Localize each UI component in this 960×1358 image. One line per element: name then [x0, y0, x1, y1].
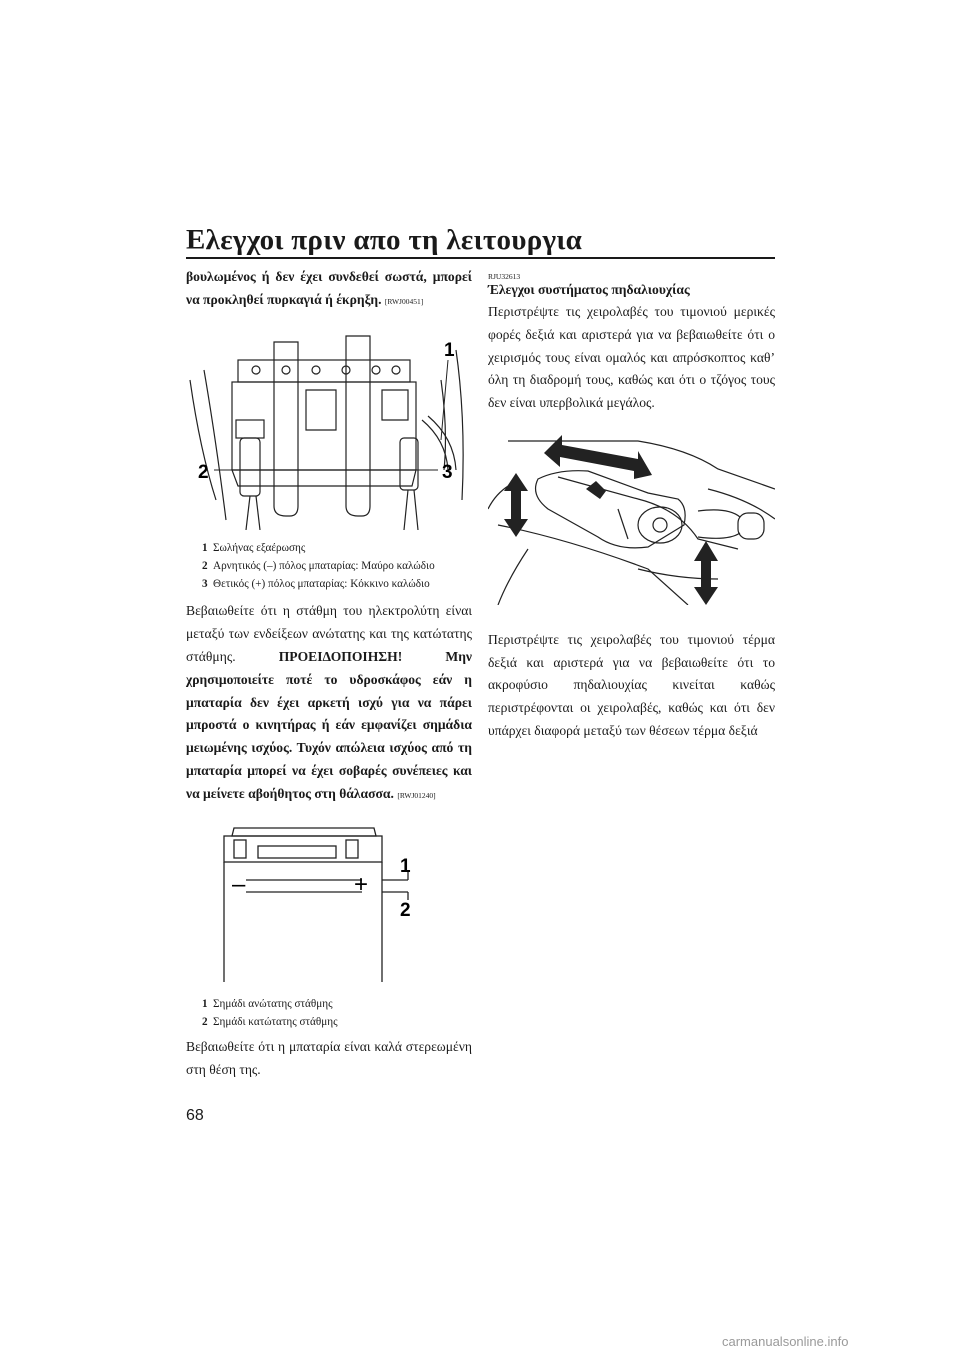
- legend-number: 3: [202, 578, 208, 591]
- warning-text: ΠΡΟΕΙΔΟΠΟΙΗΣΗ! Μην χρησιμοποιείτε ποτέ το υδροσκάφος εάν η μπαταρία δεν έχει αρκετή ισχύ για να πάρει μπροστά ο κινητήρας ή εάν εμφανίζει σημάδια μειωμένης ισχύος. Τυχόν απώλεια ισχύος από τη μπαταρία μπορεί να έχει σοβαρές συνέπειες και να μείνετε αβοήθητος στη θάλασσα.: [186, 648, 472, 801]
- battery-terminal-illustration: [186, 320, 472, 530]
- figure1-legend: [202, 541, 472, 592]
- legend-text: Σωλήνας εξαέρωσης: [213, 542, 306, 555]
- section-code: RJU32613: [488, 272, 521, 281]
- legend-text: Αρνητικός (–) πόλος μπαταρίας: Μαύρο καλώδιο: [213, 560, 435, 573]
- callout-1: 1: [444, 339, 455, 361]
- steering-paragraph-1: Περιστρέψτε τις χειρολαβές του τιμονιού μερικές φορές δεξιά και αριστερά για να βεβαιωθείτε ότι ο χειρισμός τους είναι ομαλός και απρόσκοπτος καθ’ όλη τη διαδρομή τους, καθώς και ότι ο τζόγος τους δεν είναι υπερβολικά μεγάλος.: [488, 304, 775, 411]
- callout-2: 2: [400, 899, 411, 921]
- callout-3: 3: [442, 461, 453, 483]
- legend-number: 2: [202, 1016, 208, 1029]
- figure2-legend: [202, 997, 472, 1030]
- battery-secured-paragraph: Βεβαιωθείτε ότι η μπαταρία είναι καλά στερεωμένη στη θέση της.: [186, 1039, 472, 1078]
- battery-level-illustration: [186, 814, 472, 986]
- page-number: 68: [186, 1107, 204, 1124]
- legend-number: 1: [202, 542, 208, 555]
- legend-number: 1: [202, 998, 208, 1011]
- electrolyte-paragraph: [186, 600, 472, 807]
- plus-sign: +: [354, 870, 369, 898]
- section-title: Έλεγχοι συστήματος πηδαλιουχίας: [488, 282, 690, 297]
- legend-item: [202, 541, 472, 556]
- legend-item: [202, 559, 472, 574]
- legend-item: [202, 997, 472, 1012]
- legend-item: [202, 1015, 472, 1030]
- battery-warning-intro: [186, 266, 472, 314]
- callout-1: 1: [400, 855, 411, 877]
- callout-2: 2: [198, 461, 209, 483]
- battery-terminal-figure: [186, 320, 472, 538]
- page-title: Ελεγχοι πριν απο τη λειτουργια: [186, 224, 583, 256]
- right-column: [488, 266, 775, 743]
- warning-code: [RWJ00451]: [384, 296, 424, 306]
- legend-text: Σημάδι ανώτατης στάθμης: [213, 998, 333, 1011]
- legend-item: [202, 577, 472, 592]
- left-column: [186, 266, 472, 1082]
- steering-illustration: [488, 429, 775, 605]
- header-rule: [186, 257, 775, 259]
- steering-paragraph-2: Περιστρέψτε τις χειρολαβές του τιμονιού τέρμα δεξιά και αριστερά για να βεβαιωθείτε ότι το ακροφύσιο πηδαλιουχίας κινείται καθώς περιστρέφονται οι χειρολαβές, καθώς και ότι δεν υπάρχει διαφορά μεταξύ των θέσεων τέρμα δεξιά: [488, 631, 775, 738]
- legend-text: Σημάδι κατώτατης στάθμης: [213, 1016, 338, 1029]
- electrolyte-text: Βεβαιωθείτε ότι η στάθμη του ηλεκτρολύτη είναι μεταξύ των ενδείξεων ανώτατης και της κατώτατης στάθμης.: [186, 603, 472, 664]
- minus-sign: –: [232, 870, 246, 898]
- legend-number: 2: [202, 560, 208, 573]
- watermark: carmanualsonline.info: [722, 1334, 849, 1349]
- steering-figure: [488, 429, 775, 613]
- battery-level-figure: [186, 814, 472, 994]
- battery-warning-intro-text: βουλωμένος ή δεν έχει συνδεθεί σωστά, μπορεί να προκληθεί πυρκαγιά ή έκρηξη.: [186, 269, 472, 307]
- warning-code: [RWJ01240]: [397, 790, 436, 800]
- legend-text: Θετικός (+) πόλος μπαταρίας: Κόκκινο καλώδιο: [213, 578, 430, 591]
